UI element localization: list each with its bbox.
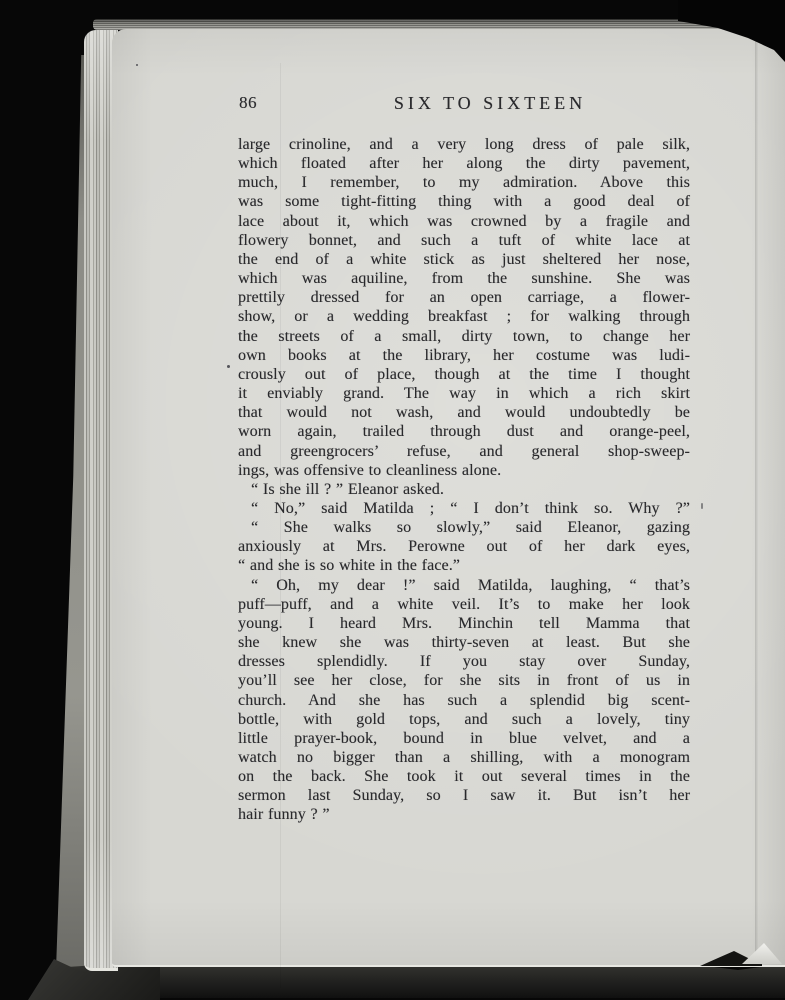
text-line: and greengrocers’ refuse, and general shop-sweep- <box>238 442 690 460</box>
text-line: that would not wash, and would undoubtedly be <box>238 404 690 422</box>
text-line: ings, was offensive to cleanliness alone. <box>238 461 502 479</box>
text-line: show, or a wedding breakfast ; for walking through <box>238 308 690 326</box>
text-line: bottle, with gold tops, and such a lovely, tiny <box>238 710 690 728</box>
text-line: which floated after her along the dirty pavement, <box>238 155 690 173</box>
text-line: dresses splendidly. If you stay over Sunday, <box>238 653 690 671</box>
text-line: much, I remember, to my admiration. Above this <box>238 174 690 192</box>
scan-speck <box>227 365 230 368</box>
text-line: the end of a white stick as just sheltered her nose, <box>238 250 690 268</box>
text-line: “ Oh, my dear !” said Matilda, laughing, “ that’s <box>251 576 690 594</box>
scan-speck <box>701 503 703 509</box>
text-line: puff—puff, and a white veil. It’s to make her look <box>238 595 690 613</box>
text-line: crously out of place, though at the time I thought <box>238 365 690 383</box>
text-line: was some tight-fitting thing with a good deal of <box>238 193 690 211</box>
text-line: which was aquiline, from the sunshine. She was <box>238 270 690 288</box>
text-line: lace about it, which was crowned by a fragile and <box>238 212 690 230</box>
text-line: “ and she is so white in the face.” <box>238 557 461 575</box>
text-line: anxiously at Mrs. Perowne out of her dark eyes, <box>238 538 690 556</box>
text-line: large crinoline, and a very long dress of pale silk, <box>238 136 690 153</box>
page-text-block <box>238 93 690 825</box>
text-line: little prayer-book, bound in blue velvet, and a <box>238 729 690 747</box>
text-line: young. I heard Mrs. Minchin tell Mamma that <box>238 614 690 632</box>
text-line: “ No,” said Matilda ; “ I don’t think so. Why ?” <box>251 499 690 517</box>
text-line: “ She walks so slowly,” said Eleanor, gazing <box>251 519 690 537</box>
text-line: she knew she was thirty-seven at least. But she <box>238 634 690 652</box>
page-gutter-crease <box>755 34 758 959</box>
text-line: watch no bigger than a shilling, with a monogram <box>238 749 690 766</box>
text-line: own books at the library, her costume was ludi- <box>238 346 690 364</box>
text-line: it enviably grand. The way in which a rich skirt <box>238 385 690 403</box>
text-line: the streets of a small, dirty town, to change her <box>238 327 690 345</box>
scan-speck <box>136 64 138 66</box>
page-number: 86 <box>239 93 257 112</box>
body-text <box>238 135 690 825</box>
text-line: on the back. She took it out several times in the <box>238 768 690 786</box>
page-header <box>238 93 690 117</box>
text-line: prettily dressed for an open carriage, a flower- <box>238 289 690 307</box>
text-line: sermon last Sunday, so I saw it. But isn’t her <box>238 787 690 805</box>
text-line: hair funny ? ” <box>238 806 330 824</box>
text-line: “ Is she ill ? ” Eleanor asked. <box>251 480 445 498</box>
text-line: church. And she has such a splendid big scent- <box>238 691 690 709</box>
text-line: worn again, trailed through dust and orange-peel, <box>238 423 690 441</box>
text-line: flowery bonnet, and such a tuft of white lace at <box>238 231 690 249</box>
text-line: you’ll see her close, for she sits in front of us in <box>238 672 690 690</box>
running-title: SIX TO SIXTEEN <box>393 93 587 113</box>
